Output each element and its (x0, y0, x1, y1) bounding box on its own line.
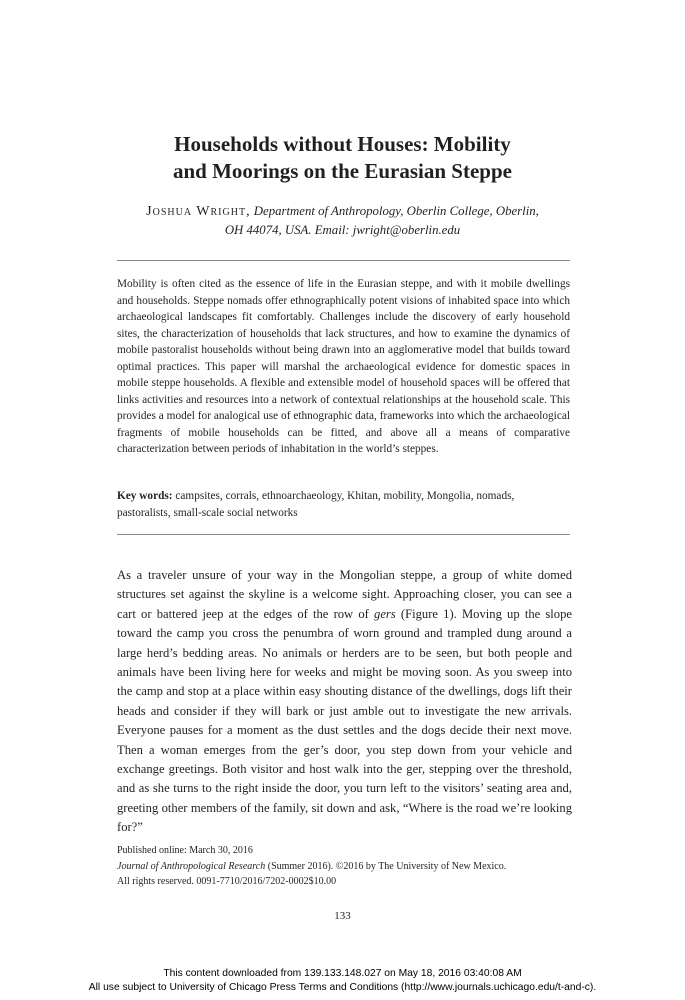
author-affiliation (0, 202, 685, 240)
keywords-list: campsites, corrals, ethnoarchaeology, Khitan, mobility, Mongolia, nomads, pastoralists, small-scale social networks (117, 490, 515, 519)
rights-statement: All rights reserved. 0091-7710/2016/7202-0002$10.00 (117, 876, 337, 887)
page-number: 133 (334, 910, 351, 922)
author-name: Joshua Wright, (146, 204, 251, 219)
download-footer (0, 967, 685, 995)
abstract-top-divider (117, 260, 570, 261)
title-line-1: Households without Houses: Mobility (174, 132, 511, 157)
keywords (117, 488, 570, 521)
body-text-part-1: As a traveler unsure of your way in the Mongolian steppe, a group of white domed structures set against the skyline is a welcome sight. Approaching closer, you can see a cart or battered jeep at the edges of the row of (117, 568, 572, 621)
abstract-text: Mobility is often cited as the essence of life in the Eurasian steppe, and with it mobile dwellings and households. Steppe nomads offer ethnographically potent visions of inhabited space into which archaeological landscapes fit comfortably. Challenges include the discovery of early household sites, the characterization of households that lack structures, and how to examine the dynamics of mobile pastoralist households without being drawn into an agglomerative model that builds toward optimal practices. This paper will marshal the archaeological evidence for domestic spaces in mobile steppe households. A flexible and extensible model of household spaces will be offered that links activities and resources into a network of contextual relationships at the household scale. This provides a model for analogical use of ethnographic data, frameworks into which the archaeological fragments of mobile households can be fitted, and above all a means of comparative characterization between periods of inhabitation in the world’s steppes. (117, 278, 570, 455)
journal-name: Journal of Anthropological Research (117, 860, 266, 872)
footer-terms-line: All use subject to University of Chicago Press Terms and Conditions (http://www.journals.uchicago.edu/t-and-c). (88, 982, 597, 993)
body-italic-gers: gers (374, 606, 396, 621)
footer-download-line: This content downloaded from 139.133.148.027 on May 18, 2016 03:40:08 AM (163, 968, 522, 979)
publication-info (117, 843, 577, 890)
journal-citation (117, 859, 577, 875)
body-text-part-2: (Figure 1). Moving up the slope toward the camp you cross the penumbra of worn ground and trampled dung around a large herd’s bedding areas. No animals or herders are to be seen, but both people and animals have been living here for weeks and might be moving soon. As you sweep into the camp and stop at a place within easy shouting distance of the dwellings, dogs lift their heads and consider if they will bark or just amble out to investigate the new arrivals. Everyone pauses for a moment as the dust settles and the dogs decide their next move. Then a woman emerges from the ger’s door, you step down from your vehicle and exchange greetings. Both visitor and host walk into the ger, stepping over the threshold, and as she turns to the right inside the door, you turn left to the visitors’ seating area and, greeting other members of the family, sit down and ask, “Where is the road we’re looking for?” (117, 606, 572, 835)
body-paragraph (117, 566, 572, 838)
article-title (0, 131, 685, 185)
title-line-2: and Moorings on the Eurasian Steppe (173, 159, 512, 184)
published-online: Published online: March 30, 2016 (117, 845, 253, 856)
abstract-bottom-divider (117, 534, 570, 535)
affiliation-part-2: OH 44074, USA. Email: jwright@oberlin.edu (224, 223, 461, 237)
journal-details: (Summer 2016). ©2016 by The University of New Mexico. (265, 860, 507, 872)
affiliation-part-1: Department of Anthropology, Oberlin College, Oberlin, (253, 204, 539, 218)
keywords-label: Key words: (117, 490, 173, 502)
